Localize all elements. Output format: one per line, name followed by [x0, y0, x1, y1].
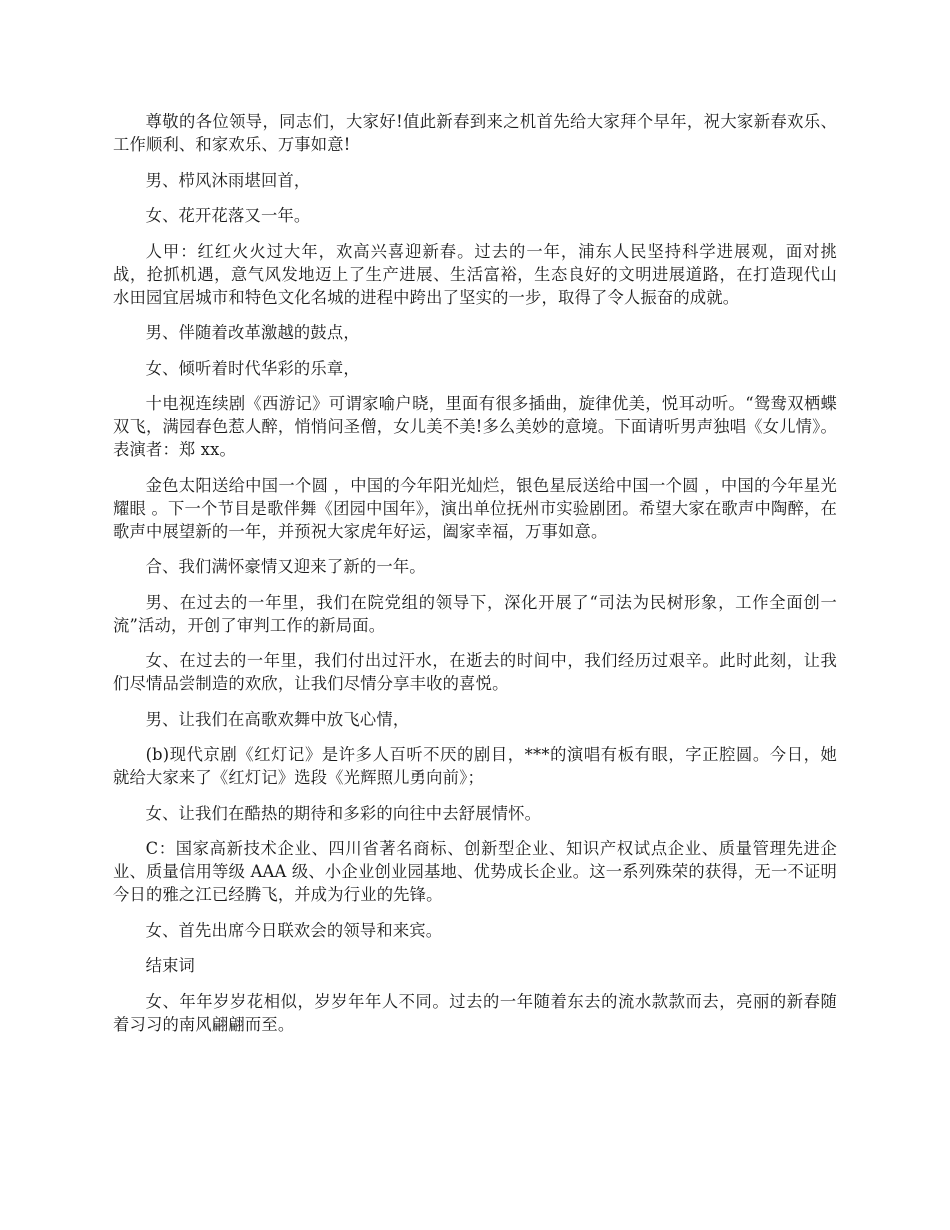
document-body: [113, 110, 837, 1048]
paragraph-hongdengji: (b)现代京剧《红灯记》是许多人百听不厌的剧目，***的演唱有板有眼，字正腔圆。今日，她就给大家来了《红灯记》选段《光辉照儿勇向前》；: [113, 745, 837, 787]
paragraph-female-guests: 女、首先出席今日联欢会的领导和来宾。: [145, 920, 443, 940]
paragraph-female-past-year: 女、在过去的一年里，我们付出过汗水，在逝去的时间中，我们经历过艰辛。此时此刻，让我们尽情品尝制造的欢欣，让我们尽情分享丰收的喜悦。: [113, 651, 837, 693]
paragraph-male-line-2: 男、伴随着改革激越的鼓点，: [145, 323, 360, 342]
paragraph-golden-sun: 金色太阳送给中国一个圆 ，中国的今年阳光灿烂，银色星辰送给中国一个圆 ，中国的今年星光耀眼 。下一个节目是歌伴舞《团园中国年》，演出单位抚州市实验剧团。希望大家在歌声中陶醉，在歌声中展望新的一年，并预祝大家虎年好运，阖家幸福，万事如意。: [113, 475, 837, 541]
paragraph-company-honors: C：国家高新技术企业、四川省著名商标、创新型企业、知识产权试点企业、质量管理先进企业、质量信用等级 AAA 级、小企业创业园基地、优势成长企业。这一系列殊荣的获得，无一不证明今日的雅之江已经腾飞，并成为行业的先锋。: [113, 839, 837, 904]
paragraph-female-line-1: 女、花开花落又一年。: [145, 206, 311, 225]
paragraph-together: 合、我们满怀豪情又迎来了新的一年。: [145, 557, 426, 576]
paragraph-male-line-3: 男、让我们在高歌欢舞中放飞心情，: [145, 709, 410, 729]
paragraph-person-a: 人甲：红红火火过大年，欢高兴喜迎新春。过去的一年，浦东人民坚持科学进展观，面对挑战，抢抓机遇，意气风发地迈上了生产进展、生活富裕，生态良好的文明进展道路，在打造现代山水田园宜居城市和特色文化名城的进程中跨出了坚实的一步，取得了令人振奋的成就。: [113, 241, 837, 307]
paragraph-male-line-1: 男、栉风沐雨堪回首，: [145, 170, 311, 190]
section-heading-closing: 结束词: [145, 956, 196, 975]
paragraph-xiyouji: 十电视连续剧《西游记》可谓家喻户晓，里面有很多插曲，旋律优美，悦耳动听。“鸳鸯双栖蝶双飞，满园春色惹人醉，悄悄问圣僧，女儿美不美!多么美妙的意境。下面请听男声独唱《女儿情》。表演者：郑 xx。: [113, 394, 837, 459]
paragraph-female-line-2: 女、倾听着时代华彩的乐章，: [145, 358, 360, 378]
paragraph-closing: 女、年年岁岁花相似，岁岁年年人不同。过去的一年随着东去的流水款款而去，亮丽的新春随着习习的南风翩翩而至。: [113, 991, 837, 1034]
paragraph-greeting: 尊敬的各位领导，同志们，大家好!值此新春到来之机首先给大家拜个早年，祝大家新春欢乐、工作顺利、和家欢乐、万事如意!: [113, 112, 837, 154]
paragraph-male-past-year: 男、在过去的一年里，我们在院党组的领导下，深化开展了“司法为民树形象，工作全面创一流”活动，开创了审判工作的新局面。: [113, 592, 837, 635]
paragraph-female-line-3: 女、让我们在酷热的期待和多彩的向往中去舒展情怀。: [145, 803, 542, 823]
